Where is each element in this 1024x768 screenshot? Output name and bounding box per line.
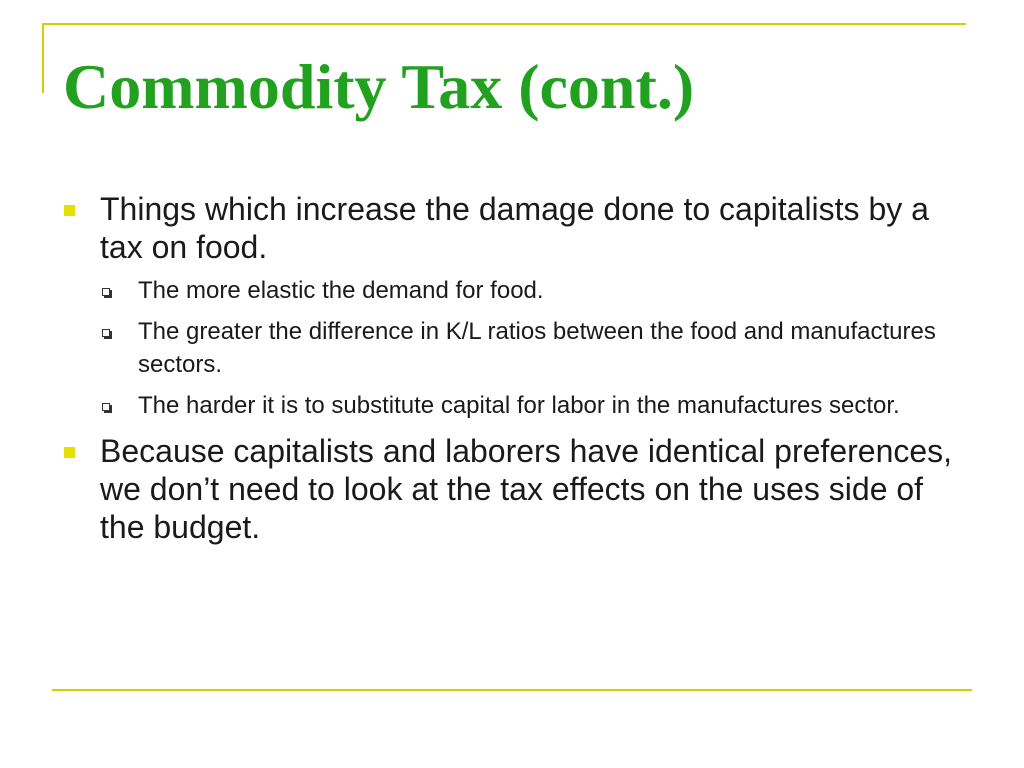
title-top-rule <box>42 23 966 25</box>
hollow-square-bullet-icon <box>102 329 110 337</box>
sub-bullet-item <box>100 389 962 422</box>
hollow-square-bullet-icon <box>102 403 110 411</box>
title-left-rule <box>42 23 44 93</box>
bullet-list <box>62 190 962 546</box>
square-bullet-icon <box>64 205 75 216</box>
sub-bullet-text: The greater the difference in K/L ratios between the food and manufactures sectors. <box>138 318 936 378</box>
footer-rule <box>52 689 972 691</box>
square-bullet-icon <box>64 447 75 458</box>
sub-bullet-text: The harder it is to substitute capital for labor in the manufactures sector. <box>138 392 900 419</box>
bullet-text: Things which increase the damage done to capitalists by a tax on food. <box>100 191 929 265</box>
hollow-square-bullet-icon <box>102 288 110 296</box>
slide-body <box>62 190 962 554</box>
bullet-item <box>62 432 962 546</box>
slide-title: Commodity Tax (cont.) <box>63 51 695 122</box>
sub-bullet-text: The more elastic the demand for food. <box>138 277 544 304</box>
bullet-item <box>62 190 962 422</box>
sub-bullet-item <box>100 274 962 307</box>
bullet-text: Because capitalists and laborers have identical preferences, we don’t need to look at the tax effects on the uses side of the budget. <box>100 433 953 545</box>
sub-bullet-item <box>100 315 962 381</box>
sub-bullet-list <box>100 274 962 422</box>
